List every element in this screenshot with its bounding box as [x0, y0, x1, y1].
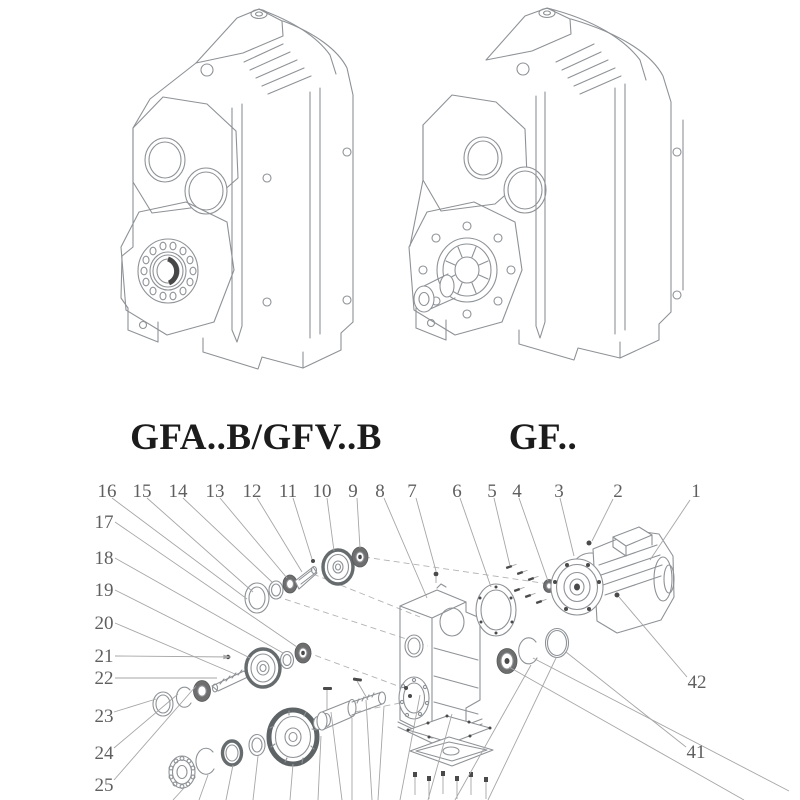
leader-line	[173, 788, 184, 800]
leader-line	[378, 706, 384, 800]
leader-line	[290, 764, 293, 800]
leader-line	[509, 667, 744, 800]
callout-number-22: 22	[94, 668, 114, 689]
callout-number-21: 21	[94, 646, 114, 667]
callout-number-13: 13	[205, 481, 225, 502]
bottom-cover-plate	[410, 737, 493, 766]
cooling-ribs	[556, 44, 621, 94]
lifting-hole	[517, 63, 529, 75]
leader-line	[560, 498, 574, 556]
leader-line	[416, 498, 436, 571]
callout-number-18: 18	[94, 548, 114, 569]
axis-dash-line	[355, 703, 400, 712]
axis-dash-line	[266, 593, 428, 646]
intermediate-pinion-shaft	[212, 670, 250, 692]
cover-bolts	[413, 771, 488, 799]
leader-line	[115, 623, 235, 674]
leader-line	[199, 775, 208, 800]
snap-ring	[519, 638, 537, 664]
callout-number-19: 19	[94, 580, 114, 601]
output-bearing	[138, 239, 198, 303]
exploded-parts-diagram	[95, 481, 790, 800]
callout-number-11: 11	[278, 481, 298, 502]
snap-ring	[176, 687, 191, 707]
leader-line	[115, 522, 297, 647]
callout-number-41: 41	[686, 742, 706, 763]
bottom-cover-assembly	[407, 715, 494, 800]
lifting-hole	[201, 64, 213, 76]
caption-gf: GF..	[508, 417, 578, 458]
callout-number-5: 5	[487, 481, 497, 502]
callout-number-23: 23	[94, 706, 114, 727]
motor-flange-gasket	[476, 584, 516, 636]
seal-ring	[223, 741, 242, 765]
leader-line	[331, 712, 342, 800]
motor-flange	[551, 559, 603, 615]
leader-line	[112, 498, 247, 599]
input-shaft-assembly	[245, 547, 368, 613]
callout-number-12: 12	[242, 481, 262, 502]
housing-output-flange	[399, 677, 429, 719]
leader-line	[226, 765, 233, 800]
callout-number-20: 20	[94, 613, 114, 634]
leader-line	[293, 498, 312, 559]
pinion-shaft	[295, 567, 317, 590]
gearbox-drawing-gf	[409, 8, 683, 360]
callout-number-7: 7	[407, 481, 417, 502]
retaining-ring	[546, 629, 569, 658]
callout-number-16: 16	[97, 481, 117, 502]
set-screw	[311, 559, 315, 563]
axis-dash-line	[364, 557, 556, 585]
callout-number-4: 4	[512, 481, 522, 502]
caption-gfab: GFA..B/GFV..B	[130, 417, 382, 458]
callout-number-17: 17	[94, 512, 114, 533]
intermediate-gear	[246, 649, 280, 687]
output-gear	[269, 710, 317, 764]
cooling-ribs	[244, 44, 311, 94]
callout-number-6: 6	[452, 481, 462, 502]
flange-bolt-dot	[587, 541, 592, 546]
leader-line	[220, 498, 287, 578]
callout-number-25: 25	[94, 775, 114, 796]
motor-side-opening	[440, 608, 464, 636]
leader-line	[253, 756, 258, 800]
gearbox-drawing-gfab	[121, 9, 353, 369]
stud-bolts	[323, 677, 368, 710]
leader-line	[115, 590, 250, 658]
snap-ring	[196, 748, 214, 774]
leader-line	[488, 658, 556, 800]
leader-line	[357, 498, 360, 548]
leader-line	[147, 498, 253, 592]
output-shaft	[414, 274, 455, 312]
callout-number-1: 1	[691, 481, 701, 502]
housing-bolt	[434, 572, 439, 577]
callout-number-14: 14	[168, 481, 188, 502]
gear-bore-openings	[464, 137, 546, 213]
callout-number-2: 2	[613, 481, 623, 502]
callout-number-8: 8	[375, 481, 385, 502]
ball-bearing	[169, 756, 195, 788]
pinion-bolt-dot	[615, 593, 620, 598]
callout-number-24: 24	[94, 743, 114, 764]
input-gear	[323, 550, 353, 584]
leader-line	[327, 498, 334, 551]
leader-line	[519, 498, 548, 581]
leader-line	[115, 656, 231, 657]
leader-line	[318, 736, 321, 800]
axis-dash-line	[306, 652, 398, 686]
callout-number-3: 3	[554, 481, 564, 502]
callout-number-42: 42	[687, 672, 707, 693]
output-bearing-set	[497, 629, 569, 674]
callout-number-15: 15	[132, 481, 152, 502]
callout-number-9: 9	[348, 481, 358, 502]
intermediate-shaft-assembly	[153, 643, 311, 716]
callout-number-10: 10	[312, 481, 332, 502]
leader-line	[257, 498, 302, 572]
leader-line	[366, 700, 372, 800]
leader-line	[533, 658, 789, 791]
leader-line	[494, 498, 510, 566]
leader-line	[592, 499, 613, 541]
leader-line	[114, 699, 156, 712]
